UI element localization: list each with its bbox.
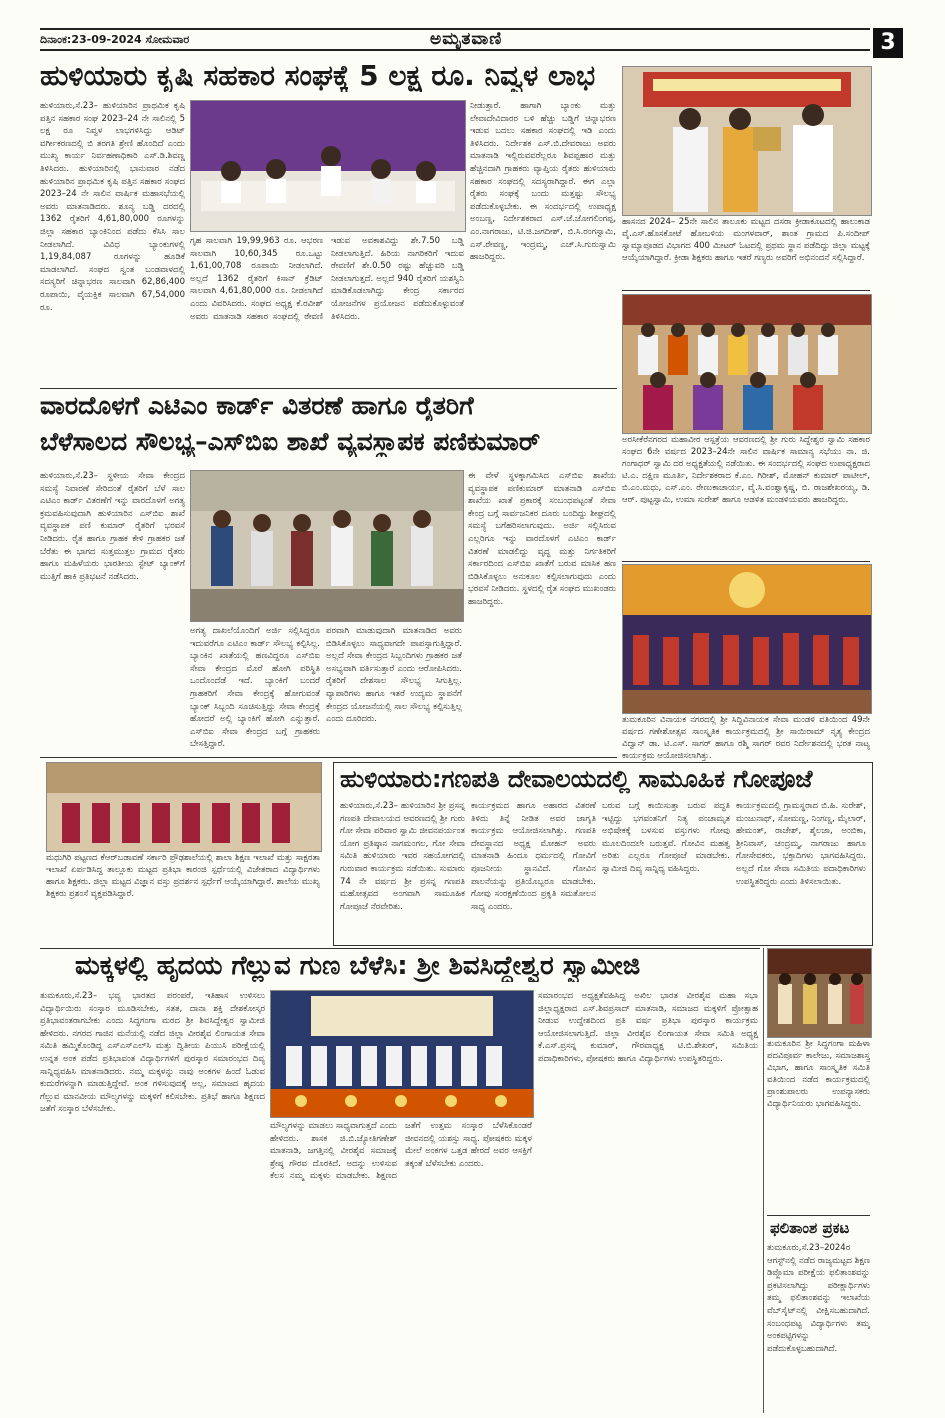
story1-col3: ನೀಡುತ್ತಾರೆ. ಹಾಗಾಗಿ ಬ್ಯಾಂಕು ಮತ್ತು ಲೇವಾದೇವಿದಾರರ ಬಳಿ ಹೆಚ್ಚು ಬಡ್ಡಿಗೆ ಚಿನ್ನಾಭರಣ ಇಡುವ ಬದಲು ಸಹಕಾರ ಸಂಘದಲ್ಲಿ ಇಡಿ ಎಂದು ತಿಳಿಸಿದರು. ನಿರ್ದೇಶಕ ಎಸ್.ಬಿ.ದೇವರಾಜು ಅವರು ಮಾತನಾಡಿ ಇಲ್ಲಿರುವವರೆಲ್ಲರೂ ಶಿವಪ್ಪಹಾರ ಮತ್ತು ಹೆಚ್ಚಿನದಾಗಿ ಗ್ರಾಹಕರು ವ್ಯಾಪ್ತಿಯ ರೈತರು ಹುಳಿಯಾರು ಸಹಕಾರ ಸಂಘದಲ್ಲಿ ಸದಸ್ಯರಾಗಿದ್ದಾರೆ. ಈಗ ಎಲ್ಲಾ ರೈತರು ಸಂಘಕ್ಕೆ ಬಂದು ಮತ್ತಷ್ಟು ಸೌಲಭ್ಯ ಪಡೆದುಕೊಳ್ಳಬೇಕು. ಈ ಸಂದರ್ಭದಲ್ಲಿ ಉಪಾಧ್ಯಕ್ಷ ಅಂಬಣ್ಣ, ನಿರ್ದೇಶಕರಾದ ಎಸ್.ಜೆ.ಜೋಗಲಿಂಗಪ್ಪ, ಎಂ.ನಾಗರಾಜು, ಟಿ.ಜಿ.ಜಗದೀಶ್, ಬಿ.ಸಿ.ರಂಗಸ್ವಾಮಿ, ಎಸ್.ರೇವಣ್ಣ, ಇಂದ್ರಮ್ಮ, ಎಚ್.ಸಿ.ಗುರುಸ್ವಾಮಿ ಹಾಜರಿದ್ದರು.	[470, 101, 616, 263]
right-column-rule	[763, 948, 764, 1413]
story2-col2: ಅಗತ್ಯ ದಾಖಲೆಯೊಂದಿಗೆ ಅರ್ಜಿ ಸಲ್ಲಿಸಿದ್ದರೂ ಇದುವರೆಗೂ ಎಟಿಎಂ ಕಾರ್ಡ್ ಸೌಲಭ್ಯ ಕಲ್ಪಿಸಿಲ್ಲ. ಬ್ಯಾಂಕಿನ ಖಾತೆಯಲ್ಲಿ ಹಣವಿದ್ದರೂ ಎಸ್‌ಬಿಐ ಸೇವಾ ಕೇಂದ್ರದ ಮೊರೆ ಹೋಗಿ ಪರಿಸ್ಥಿತಿ ಒಂದೊಂದೆಡೆ ಇದೆ. ಬ್ಯಾಂಕಿಗೆ ಬಂದರೆ ಗ್ರಾಹಕರಿಗೆ ಸೇವಾ ಕೇಂದ್ರಕ್ಕೆ ಹೋಗುವಂತೆ ಬ್ಯಾಂಕ್ ಸಿಬ್ಬಂದಿ ಸೂಚಿಸುತ್ತಿದ್ದು ಸೇವಾ ಕೇಂದ್ರಕ್ಕೆ ಹೋದರೆ ಅಲ್ಲಿ ಬ್ಯಾಂಕಿಗೆ ಹೋಗಿ ಎನ್ನುತ್ತಾರೆ. ಎಸ್‌ಬಿಐ ಸೇವಾ ಕೇಂದ್ರದ ಬಗ್ಗೆ ಗ್ರಾಹಕರು ಬೇಸತ್ತಿದ್ದಾರೆ.	[190, 626, 320, 750]
side-caption5: ತುಮಕೂರಿನ ಶ್ರೀ ಸಿದ್ಧಗಂಗಾ ಮಹಿಳಾ ಪದವಿಪೂರ್ವ ಕಾಲೇಜು, ಸಮಾಜಶಾಸ್ತ್ರ ವಿಭಾಗ, ಹಾಗೂ ಸಾಂಸ್ಕೃತಿಕ ಸಮಿತಿ ವತಿಯಿಂದ ನಡೆದ ಕಾರ್ಯಕ್ರಮದಲ್ಲಿ ಪ್ರಾಂಶುಪಾಲರು ಉಪನ್ಯಾಸಕರು ವಿದ್ಯಾರ್ಥಿನಿಯರು ಭಾಗವಹಿಸಿದ್ದರು.	[767, 1039, 870, 1109]
felicitation-photo-icon	[271, 991, 533, 1117]
result-divider	[767, 1215, 870, 1216]
story2-col4: ಈ ವೇಳೆ ಸ್ಥಳಕ್ಕಾಗಮಿಸಿದ ಎಸ್‌ಬಿಐ ಶಾಖೆಯ ವ್ಯವಸ್ಥಾಪಕ ಪಣಿಕುಮಾರ್ ಮಾತನಾಡಿ ಎಸ್‌ಬಿಐ ಶಾಖೆಯ ಖಾತೆ ಪ್ರಕಾರಕ್ಕೆ ಸಂಬಂಧಪಟ್ಟಂತೆ ಸೇವಾ ಕೇಂದ್ರ ಬಗ್ಗೆ ಸಾರ್ವಜನಿಕರ ದೂರು ಬಂದಿದ್ದು ಶೀಘ್ರದಲ್ಲಿ ಸಮಸ್ಯೆ ಬಗೆಹರಿಸಲಾಗುವುದು. ಅರ್ಜಿ ಸಲ್ಲಿಸಿರುವ ಎಲ್ಲರಿಗೂ ಇನ್ನು ವಾರದೊಳಗೆ ಎಟಿಎಂ ಕಾರ್ಡ್ ವಿತರಣೆ ಮಾಡಲಿದ್ದು ವೃದ್ಧ ಮತ್ತು ನಿರ್ಗತಿಕರಿಗೆ ಸರ್ಕಾರದಿಂದ ಎಸ್‌ಬಿಐ ಖಾತೆಗೆ ಬರುವ ಮಾಸಿಕ ಹಣ ಬಿಡಿಸಿಕೊಳ್ಳಲು ಅನುಕೂಲ ಕಲ್ಪಿಸಲಾಗುವುದು ಎಂದು ಭರವಸೆ ನೀಡಿದರು. ಸ್ಥಳದಲ್ಲಿ ರೈತ ಸಂಘದ ಮುಖಂಡರು ಹಾಜರಿದ್ದರು.	[468, 471, 616, 607]
group-photo-icon	[623, 295, 871, 433]
masthead-date: ದಿನಾಂಕ:23-09-2024 ಸೋಮವಾರ	[40, 33, 190, 46]
college-photo-icon	[768, 949, 871, 1037]
side-divider1	[622, 290, 870, 291]
story4-headline: ಮಕ್ಕಳಲ್ಲಿ ಹೃದಯ ಗೆಲ್ಲುವ ಗುಣ ಬೆಳೆಸಿ: ಶ್ರೀ ಶಿವಸಿದ್ದೇಶ್ವರ ಸ್ವಾಮೀಜಿ	[75, 952, 641, 981]
story3-headline: ಹುಳಿಯಾರು:ಗಣಪತಿ ದೇವಾಲಯದಲ್ಲಿ ಸಾಮೂಹಿಕ ಗೋಪೂಜೆ	[340, 766, 813, 793]
side-caption3: ತುಮಕೂರಿನ ವಿನಾಯಕ ನಗರದಲ್ಲಿ ಶ್ರೀ ಸಿದ್ದಿವಿನಾಯಕ ಸೇವಾ ಮಂಡಳಿ ವತಿಯಿಂದ 49ನೇ ವರ್ಷದ ಗಣೇಶೋತ್ಸವ ಸಾಂಸ್ಕೃತಿಕ ಕಾರ್ಯಕ್ರಮದಲ್ಲಿ ಶ್ರೀ ಸಾಯಿರಾಮ್ ನೃತ್ಯ ಕೇಂದ್ರದ ವಿದ್ವಾನ್ ಡಾ. ಟಿ.ಎಸ್. ಸಾಗರ್ ಹಾಗೂ ರಶ್ಮಿ ಸಾಗರ್ ರವರ ನಿರ್ದೇಶನದಲ್ಲಿ ಭರತ ನಾಟ್ಯ ಕಾರ್ಯಕ್ರಮ ಆಯೋಜಿಸಲಾಗಿತ್ತು.	[622, 715, 870, 761]
result-text: ತುಮಕೂರು,ಸೆ.23–2024ರ ಆಗಸ್ಟ್‌ನಲ್ಲಿ ನಡೆದ ರಾಜ್ಯಮಟ್ಟದ ಶಿಕ್ಷಣ ಡಿಪ್ಲೊಮಾ ಪರೀಕ್ಷೆಯ ಫಲಿತಾಂಶವನ್ನು ಪ್ರಕಟಿಸಲಾಗಿದ್ದು ಪರೀಕ್ಷಾರ್ಥಿಗಳು ತಮ್ಮ ಫಲಿತಾಂಶವನ್ನು ಇಲಾಖೆಯ ವೆಬ್‌ಸೈಟ್‌ನಲ್ಲಿ ವೀಕ್ಷಿಸಬಹುದಾಗಿದೆ. ಸಂಬಂಧಪಟ್ಟ ವಿದ್ಯಾರ್ಥಿಗಳು ತಮ್ಮ ಅಂಕಪಟ್ಟಿಗಳನ್ನು ಪಡೆದುಕೊಳ್ಳಬಹುದಾಗಿದೆ.	[767, 1243, 870, 1354]
story3-col1: ಹುಳಿಯಾರು,ಸೆ.23– ಹುಳಿಯಾರಿನ ಶ್ರೀ ಪ್ರಸನ್ನ ಗಣಪತಿ ದೇವಾಲಯದ ಆವರಣದಲ್ಲಿ ಶ್ರೀ ಗುರು ಗೋ ಸೇವಾ ಪರಿವಾರ ಸ್ವಾಮಿ ಜೀವನಪರ್ಯಂತ ಯೋಗ ಪ್ರತಿಷ್ಠಾನ ನಾಗಮಂಗಲ, ಗೋ ಸೇವಾ ಸಮಿತಿ ಹುಳಿಯಾರು ಇವರ ಸಹಯೋಗದಲ್ಲಿ ಗುರುವಾರ ಕಾರ್ಯಕ್ರಮ ನಡೆಯಿತು. ಸುಮಾರು 74 ನೇ ವರ್ಷದ ಶ್ರೀ ಪ್ರಸನ್ನ ಗಣಪತಿ ಮಹೋತ್ಸವದ ಅಂಗವಾಗಿ ಸಾಮೂಹಿಕ ಗೋಪೂಜೆ ನೆರವೇರಿತು.	[340, 801, 465, 912]
story2-headline-line2: ಬೆಳೆಸಾಲದ ಸೌಲಭ್ಯ–ಎಸ್‌ಬಿಐ ಶಾಖೆ ವ್ಯವಸ್ಥಾಪಕ ಪಣಿಕುಮಾರ್	[40, 428, 541, 456]
meeting-photo-icon	[191, 101, 465, 231]
story2-photo	[190, 470, 464, 622]
story1-photo	[190, 100, 466, 232]
story3-col2: ಕಾರ್ಯಕ್ರಮದ ಹಾಗೂ ಅಹಾರದ ವಿತರಣೆ ತಿಳಿದು ತಿನ್ನೆ ನೀಡಿತ ಅವರ ಜಾಗೃತಿ ಕಾರ್ಯಕ್ರಮ ಆಯೋಜಿಸಲಾಗಿತ್ತು. ಗಣಪತಿ ದೇವಸ್ಥಾನದ ಅಧ್ಯಕ್ಷ ಮೋಹನ್ ಅವರು ಮಾತನಾಡಿ ಹಿಂದೂ ಧರ್ಮದಲ್ಲಿ ಗೋವಿಗೆ ಪೂಜನೀಯ ಸ್ಥಾನವಿದೆ. ಗೋವಿನ ಪಾಲನೆಯನ್ನು ಪ್ರತಿಯೊಬ್ಬರೂ ಮಾಡಬೇಕು. ಗೋವು ಸಂರಕ್ಷಣೆಯಿಂದ ಪ್ರಕೃತಿ ಸಮತೋಲನ ಸಾಧ್ಯ ಎಂದರು.	[471, 801, 596, 912]
students-photo-icon	[47, 763, 321, 851]
side-photo1	[622, 66, 872, 216]
story4-top-rule	[40, 948, 760, 949]
side-photo5	[767, 948, 872, 1038]
story1-headline: ಹುಳಿಯಾರು ಕೃಷಿ ಸಹಕಾರ ಸಂಘಕ್ಕೆ 5 ಲಕ್ಷ ರೂ. ನಿವ್ವಳ ಲಾಭ	[40, 60, 596, 92]
story1-divider	[40, 388, 617, 389]
story3-col4: ಕಾರ್ಯಕ್ರಮದಲ್ಲಿ ಗ್ರಾಮಸ್ಥರಾದ ಬಿ.ಹಿ. ಸುರೇಶ್, ಮಂಜುನಾಥ್, ಸೋಮಣ್ಣ, ನಿಂಗಣ್ಣ, ಮೈಲಾರ್, ಹೇಮಂತ್, ರಾಜೇಶ್, ಶೈಲಜಾ, ಅಂಬಿಕಾ, ಶ್ರೀನಿವಾಸ್, ಚಂದ್ರಮ್ಮ, ನಾಗರಾಜು ಹಾಗೂ ಗೋಸೇವಕರು, ಭಕ್ತಾದಿಗಳು ಭಾಗವಹಿಸಿದ್ದರು. ಅಲ್ಲದೆ ಗೋ ಸೇವಾ ಸಮಿತಿಯ ಪದಾಧಿಕಾರಿಗಳು ಉಪಸ್ಥಿತರಿದ್ದರು ಎಂದು ತಿಳಿಸಲಾಯಿತು.	[736, 801, 866, 887]
story2-col1: ಹುಳಿಯಾರು,ಸೆ.23– ಸ್ಥಳೀಯ ಸೇವಾ ಕೇಂದ್ರದ ಸಮಸ್ಯೆ ನಿವಾರಣೆ ಸೇರಿದಂತೆ ರೈತರಿಗೆ ಬೆಳೆ ಸಾಲ ಎಟಿಎಂ ಕಾರ್ಡ್ ವಿತರಣೆಗೆ ಇನ್ನು ವಾರದೊಳಗೆ ಅಗತ್ಯ ಕ್ರಮವಹಿಸುವುದಾಗಿ ಹುಳಿಯಾರಿನ ಎಸ್‌ಬಿಐ ಶಾಖೆ ವ್ಯವಸ್ಥಾಪಕ ಪಣಿ ಕುಮಾರ್ ರೈತರಿಗೆ ಭರವಸೆ ನೀಡಿದರು. ರೈತ ಹಾಗೂ ಗ್ರಾಹಕ ಕೇಳಿ ಗ್ರಾಹಕರ ಜತೆ ಬೆರೆತು ಈ ಭಾಗದ ಸುತ್ತಮುತ್ತಲ ಗ್ರಾಮದ ರೈತರು ಹಾಗೂ ಮಹಿಳೆಯರು ಭಾರತೀಯ ಸ್ಟೇಟ್ ಬ್ಯಾಂಕ್‌ಗೆ ಮುತ್ತಿಗೆ ಹಾಕಿ ಪ್ರತಿಭಟನೆ ನಡೆಸಿದರು.	[40, 471, 185, 582]
story4-col1: ತುಮಕೂರು,ಸೆ.23– ಭವ್ಯ ಭಾರತದ ಪರಂಪರೆ, ಇತಿಹಾಸ ಉಳಿಸಲು ವಿದ್ಯಾರ್ಥಿಯಿರು ಸಂಸ್ಕಾರ ಮೂಡಿಸಬೇಕು, ಸತತ, ದಾನಾ ಶಕ್ತಿ ದೇಶಕೋಸ್ಕರ ಪ್ರತಿಭಾವಂತರಾಗಬೇಕು ಎಂದು ಸಿದ್ಧಗಂಗಾ ಮಠದ ಶ್ರೀ ಶಿವಸಿದ್ದೇಶ್ವರ ಸ್ವಾಮೀಜಿ ಹೇಳಿದರು. ನಗರದ ಗಾಜಿನ ಮನೆಯಲ್ಲಿ ನಡೆದ ಜಿಲ್ಲಾ ವೀರಶೈವ ಲಿಂಗಾಯತ ಸೇವಾ ಸಮಿತಿ ಹಮ್ಮಿಕೊಂಡಿದ್ದ ಎಸ್‌ಎಸ್‌ಎಲ್‌ಸಿ ಮತ್ತು ದ್ವಿತೀಯ ಪಿಯುಸಿ ಪರೀಕ್ಷೆಯಲ್ಲಿ ಉನ್ನತ ಅಂಕ ಪಡೆದ ಪ್ರತಿಭಾವಂತ ವಿದ್ಯಾರ್ಥಿಗಳಿಗೆ ಪುರಸ್ಕಾರ ಸಮಾರಂಭದ ದಿವ್ಯ ಸಾನ್ನಿಧ್ಯವಹಿಸಿ ಮಾತನಾಡಿದರು. ನಮ್ಮ ಮಕ್ಕಳನ್ನು ನಾವು ಅಂಕಗಳ ಹಿಂದೆ ಓಡುವ ಕುದುರೆಗಳನ್ನಾಗಿ ಮಾಡುತ್ತಿದ್ದೇವೆ. ಅಂಕ ಗಳಿಸುವುದಕ್ಕೆ ಅಲ್ಲ, ಸಮಾಜದ ಹೃದಯ ಗೆಲ್ಲುವ ಮಾನವೀಯ ಮೌಲ್ಯಗಳನ್ನು ಮಕ್ಕಳಿಗೆ ಕಲಿಸಬೇಕು. ಪ್ರತಿಭೆ ಹಾಗೂ ಶಿಕ್ಷಣದ ಜತೆಗೆ ಸಂಸ್ಕಾರ ಬೆಳೆಸಬೇಕು.	[40, 991, 265, 1115]
story3-col3: ಬರುವ ಬಗ್ಗೆ ಕಾಯಿಸುತ್ತಾ ಬರುವ ಪದ್ಧತಿ ಇಟ್ಟಿದ್ದು ಭಗವಂತನಿಗೆ ನಿತ್ಯ ಪಂಚಾಮೃತ ಅಭಿಷೇಕಕ್ಕೆ ಬಳಸುವ ವಸ್ತುಗಳು ಗೋವು ಮೂಲದಿಂದಲೇ ಬರುತ್ತವೆ. ಗೋವಿನ ಮಹತ್ವ ಅರಿತು ಎಲ್ಲರೂ ಗೋಪೂಜೆ ಮಾಡಬೇಕು. ಸ್ವಾಮೀಜಿ ದಿವ್ಯ ಸಾನ್ನಿಧ್ಯ ವಹಿಸಿದ್ದರು.	[602, 801, 730, 874]
side-divider2	[622, 561, 870, 562]
story1-col2: ಗೃಹ ಸಾಲವಾಗಿ 19,99,963 ರೂ. ಆಭರಣ ಸಾಲವಾಗಿ 10,60,345 ರೂ.ಒಟ್ಟು 1,61,00,708 ರೂಪಾಯಿ ನೀಡಲಾಗಿದೆ. ಅಲ್ಲದೆ 1362 ರೈತರಿಗೆ ಕಿಸಾನ್ ಕ್ರೆಡಿಟ್ ಸಾಲವಾಗಿ 4,61,80,000 ರೂ. ನೀಡಲಾಗಿದೆ ಎಂದು ವಿವರಿಸಿದರು. ಸಂಘದ ಅಧ್ಯಕ್ಷ ಕೆ.ರವೀಶ್ ಅವರು ಮಾತನಾಡಿ ಸಹಕಾರ ಸಂಘದಲ್ಲಿ ಠೇವಣಿ ಇಡುವ ಅವಕಾಶವಿದ್ದು ಶೇ.7.50 ಬಡ್ಡಿ ನೀಡಲಾಗುತ್ತಿದೆ. ಹಿರಿಯ ನಾಗರಿಕರಿಗೆ ಇದುವ ಠೇವಣಿಗೆ ಶೇ.0.50 ರಷ್ಟು ಹೆಚ್ಚುವರಿ ಬಡ್ಡಿ ನೀಡಲಾಗುತ್ತದೆ. ಅಲ್ಲದೆ 940 ರೈತರಿಗೆ ಯಶಸ್ವಿನಿ ಮಾಡಿಕೊಡಲಾಗಿದ್ದು ಕೇಂದ್ರ ಸರ್ಕಾರದ ಯೋಜನೆಗಳ ಪ್ರಯೋಜನ ಪಡೆದುಕೊಳ್ಳುವಂತೆ ತಿಳಿಸಿದರು.	[190, 236, 464, 322]
side-photo3	[622, 564, 872, 714]
story2-col3: ಪರವಾಗಿ ಮಾಡುವುದಾಗಿ ಮಾತನಾಡಿದ ಅವರು ಬಿಡಿಸಿಕೊಳ್ಳಲು ಸಾಧ್ಯವಾಗದೇ ಪಾಪಸ್ಸಾಗುತ್ತಿದ್ದಾರೆ. ಅಲ್ಲದೆ ಸೇವಾ ಕೇಂದ್ರದ ಸಿಬ್ಬಂದಿಗಳು ಗ್ರಾಹಕರ ಜತೆ ಅಸಭ್ಯವಾಗಿ ವರ್ತಿಸುತ್ತಾರೆ ಎಂದು ಆರೋಪಿಸಿದರು. ರೈತರಿಗೆ ದೇಶಸಾಲ ಸೌಲಭ್ಯ ಸಿಗುತ್ತಿಲ್ಲ. ವ್ಯಾಪಾರಿಗಳು ಹಾಗೂ ಇತರೆ ಉದ್ಯಮ ಸ್ಥಾಪನೆಗೆ ಕೇಂದ್ರದ ಯೋಜನೆಯಲ್ಲಿ ಸಾಲ ಸೌಲಭ್ಯ ಕಲ್ಪಿಸುತ್ತಿಲ್ಲ ಎಂದು ದೂರಿದರು.	[326, 626, 462, 725]
dance-photo-icon	[623, 565, 871, 713]
side-caption2: ಅರಸೀಕೆರೆನಗರದ ಮಹಾವೀರ ಆಸ್ಪತ್ರೆಯ ಆವರಣದಲ್ಲಿ ಶ್ರೀ ಗುರು ಸಿದ್ದೇಶ್ವರ ಸ್ವಾಮಿ ಸಹಕಾರ ಸಂಘದ 6ನೇ ವರ್ಷದ 2023–24ನೇ ಸಾಲಿನ ವಾರ್ಷಿಕ ಸಾಮಾನ್ಯ ಸಭೆಯು ನಾ. ಜಿ. ಗಂಗಾಧರ್ ಸ್ವಾಮಿ ದರ ಅಧ್ಯಕ್ಷತೆಯಲ್ಲಿ ನಡೆಯಿತು. ಈ ಸಂದರ್ಭದಲ್ಲಿ ಸಂಘದ ಉಪಾಧ್ಯಕ್ಷರಾದ ಟಿ.ಎ. ದಕ್ಷಿಣ ಮೂರ್ತಿ, ನಿರ್ದೇಶಕರಾದ ಕೆ.ಎಂ. ಗಿರೀಶ್, ಮೋಹನ್ ಕುಮಾರ್ ಪಾಟೀಲ್, ಬಿ.ಎಂ.ಮಧು, ಎಸ್.ಎಂ. ರೇಣುಕಾಚಾರ್ಯ, ವೈ.ಸಿ.ವಂಶ್ವಾಕೃಷ್ಣ, ಬಿ. ರಾಜಶೇಖರಯ್ಯ, ಡಿ. ಆರ್. ಪುಟ್ಟಸ್ವಾಮಿ, ಉಮಾ ಸುರೇಶ್ ಹಾಗೂ ಆಡಳಿತ ಮಂಡಳಿಯವರು ಹಾಜರಿದ್ದರು.	[622, 435, 870, 505]
story2-divider	[40, 757, 617, 758]
crowd-photo-icon	[191, 471, 463, 621]
story4-photo	[270, 990, 534, 1118]
story4-col3: ಸಮಾರಂಭದ ಅಧ್ಯಕ್ಷತೆವಹಿಸಿದ್ದ ಅಖಿಲ ಭಾರತ ವೀರಶೈವ ಮಹಾ ಸಭಾ ಜಿಲ್ಲಾಧ್ಯಕ್ಷರಾದ ಎಸ್.ಶಿವಪ್ರಸಾದ್ ಮಾತನಾಡಿ, ಸಮಾಜದ ಮಕ್ಕಳಿಗೆ ಪ್ರೋತ್ಸಾಹ ನೀಡುವ ಉದ್ದೇಶದಿಂದ ಪ್ರತಿ ವರ್ಷ ಪ್ರತಿಭಾ ಪುರಸ್ಕಾರ ಕಾರ್ಯಕ್ರಮ ಆಯೋಜಿಸಲಾಗುತ್ತಿದೆ. ಜಿಲ್ಲಾ ವೀರಶೈವ ಲಿಂಗಾಯತ ಸೇವಾ ಸಮಿತಿ ಅಧ್ಯಕ್ಷ ಕೆ.ಎಸ್.ಪ್ರಸನ್ನ ಕುಮಾರ್, ಗೌರವಾಧ್ಯಕ್ಷ ಟಿ.ಬಿ.ಶೇಖರ್, ಸಮಿತಿಯ ಪದಾಧಿಕಾರಿಗಳು, ಪೋಷಕರು ಹಾಗೂ ವಿದ್ಯಾರ್ಥಿಗಳು ಉಪಸ್ಥಿತರಿದ್ದರು.	[538, 991, 758, 1064]
side-caption1: ಹಾಸನದ 2024– 25ನೇ ಸಾಲಿನ ತಾಲೂಕು ಮಟ್ಟದ ದಸರಾ ಕ್ರೀಡಾಕೂಟದಲ್ಲಿ ಹಾಲುಕಾಡ ವೈ.ಎಸ್.ಹೊಸಕೋಟೆ ಹೋಬಳಿಯ ಮಂಗಳವಾರ್, ಶಾಂತ ಗ್ರಾಮದ ಪಿ.ಸಂದೀಪ್ ಸ್ವಾಮ್ಯಾಪೂಡದ ವಿಭಾಗದ 400 ಮೀಟರ್ ಓಟದಲ್ಲಿ ಪ್ರಥಮ ಸ್ಥಾನ ಪಡೆದಿದ್ದು ಜಿಲ್ಲಾ ಮಟ್ಟಕ್ಕೆ ಆಯ್ಕೆಯಾಗಿದ್ದಾರೆ. ಕ್ರೀಡಾ ಶಿಕ್ಷಕರು ಹಾಗೂ ಇತರೆ ಗಣ್ಯರು ಅವರಿಗೆ ಅಭಿನಂದನೆ ಸಲ್ಲಿಸಿದ್ದಾರೆ.	[622, 217, 870, 263]
story2-headline-line1: ವಾರದೊಳಗೆ ಎಟಿಎಂ ಕಾರ್ಡ್ ವಿತರಣೆ ಹಾಗೂ ರೈತರಿಗೆ	[40, 392, 474, 420]
masthead-bottom-rule	[40, 49, 870, 51]
students-photo	[46, 762, 322, 852]
side-photo2	[622, 294, 872, 434]
award-photo-icon	[623, 67, 871, 215]
story1-col1: ಹುಳಿಯಾರು,ಸೆ.23– ಹುಳಿಯಾರಿನ ಪ್ರಾಥಮಿಕ ಕೃಷಿ ಪತ್ತಿನ ಸಹಕಾರ ಸಂಘ 2023–24 ನೇ ಸಾಲಿನಲ್ಲಿ 5 ಲಕ್ಷ ರೂ ನಿವ್ವಳ ಲಾಭಗಳಿಸಿದ್ದು ಆಡಿಟ್ ವರ್ಗೀಕರಣದಲ್ಲಿ ಬಿ ತರಗತಿ ಶ್ರೇಣಿ ಹೊಂದಿದೆ ಎಂದು ಮುಖ್ಯ ಕಾರ್ಯ ನಿರ್ವಹಣಾಧಿಕಾರಿ ಎಸ್.ಡಿ.ಶಿವಣ್ಣ ತಿಳಿಸಿದರು. ಹುಳಿಯಾರಿನಲ್ಲಿ ಭಾನುವಾರ ನಡೆದ ಹುಳಿಯಾರಿನ ಪ್ರಾಥಮಿಕ ಕೃಷಿ ಪತ್ತಿನ ಸಹಕಾರ ಸಂಘದ 2023–24 ನೇ ಸಾಲಿನ ವಾರ್ಷಿಕ ಮಹಾಸಭೆಯಲ್ಲಿ ಅವರು ಮಾತನಾಡಿದರು. ಶೂನ್ಯ ಬಡ್ಡಿ ದರದಲ್ಲಿ 1362 ರೈತರಿಗೆ 4,61,80,000 ರೂಗಳನ್ನು ಜಿಲ್ಲಾ ಸಹಕಾರ ಬ್ಯಾಂಕಿನಿಂದ ಪಡೆದು ಕೆಸಿಸಿ ಸಾಲ ನೀಡಲಾಗಿದೆ. ವಿವಿಧ ಬ್ಯಾಂಕುಗಳಲ್ಲಿ 1,19,84,087 ರೂಗಳನ್ನು ಹೂಡಿಕೆ ಮಾಡಲಾಗಿದೆ. ಸಂಘದ ಸ್ವಂತ ಬಂಡವಾಳದಲ್ಲಿ ಸದಸ್ಯರಿಗೆ ಚಿನ್ನಾಭರಣ ಸಾಲವಾಗಿ 62,86,400 ರೂಪಾಯಿ, ವೈಯಕ್ತಿಕ ಸಾಲವಾಗಿ 67,54,000 ರೂ.	[40, 101, 185, 313]
result-heading: ಫಲಿತಾಂಶ ಪ್ರಕಟ	[770, 1219, 850, 1237]
masthead-paper-name: ಅಮೃತವಾಣಿ	[430, 29, 503, 49]
story4-col2: ಮೌಲ್ಯಗಳನ್ನು ಮಾಡಲು ಸಾಧ್ಯವಾಗುತ್ತದೆ ಎಂದು ಹೇಳಿದರು. ಶಾಸಕ ಜಿ.ಬಿ.ಜ್ಯೋತಿಗಣೇಶ್ ಮಾತನಾಡಿ, ಜಗತ್ತಿನಲ್ಲಿ ವೀರಶೈವ ಸಮಾಜಕ್ಕೆ ಶ್ರೇಷ್ಠ ಗೌರವ ದೊರಕಿದೆ. ಅದನ್ನು ಉಳಿಸುವ ಕೆಲಸ ನಮ್ಮ ಮಕ್ಕಳು ಮಾಡಬೇಕು. ಶಿಕ್ಷಣದ ಜತೆಗೆ ಉತ್ತಮ ಸಂಸ್ಕಾರ ಬೆಳೆಸಿಕೊಂಡರೆ ಜೀವನದಲ್ಲಿ ಯಶಸ್ಸು ಸಾಧ್ಯ. ಪೋಷಕರು ಮಕ್ಕಳ ಮೇಲೆ ಅಂಕಗಳ ಒತ್ತಡ ಹೇರದೆ ಅವರ ಆಸಕ್ತಿಗೆ ತಕ್ಕಂತೆ ಬೆಳೆಸಬೇಕು ಎಂದರು.	[270, 1121, 532, 1182]
side-caption4: ಮಧುಗಿರಿ ಪಟ್ಟಣದ ಕೆಆರ್‌ಬಡಾವಣೆ ಸರ್ಕಾರಿ ಪ್ರೌಢಶಾಲೆಯಲ್ಲಿ ಶಾಲಾ ಶಿಕ್ಷಣ ಇಲಾಖೆ ಮತ್ತು ಸಾಕ್ಷರತಾ ಇಲಾಖೆ ಏರ್ಪಡಿಸಿದ್ದ ತಾಲ್ಲೂಕು ಮಟ್ಟದ ಪ್ರತಿಭಾ ಕಾರಂಜಿ ಸ್ಪರ್ಧೆಯಲ್ಲಿ ವಿಜೇತರಾದ ವಿದ್ಯಾರ್ಥಿಗಳು ಹಾಗೂ ಶಿಕ್ಷಕರು. ಜಿಲ್ಲಾ ಮಟ್ಟದ ವಿಜ್ಞಾನ ವಸ್ತು ಪ್ರದರ್ಶನ ಸ್ಪರ್ಧೆಗೆ ಆಯ್ಕೆಯಾಗಿದ್ದಾರೆ. ಶಾಲೆಯ ಮುಖ್ಯ ಶಿಕ್ಷಕರು ಪ್ರಶಂಸೆ ವ್ಯಕ್ತಪಡಿಸಿದ್ದಾರೆ.	[46, 853, 320, 899]
page-number: 3	[873, 28, 903, 58]
